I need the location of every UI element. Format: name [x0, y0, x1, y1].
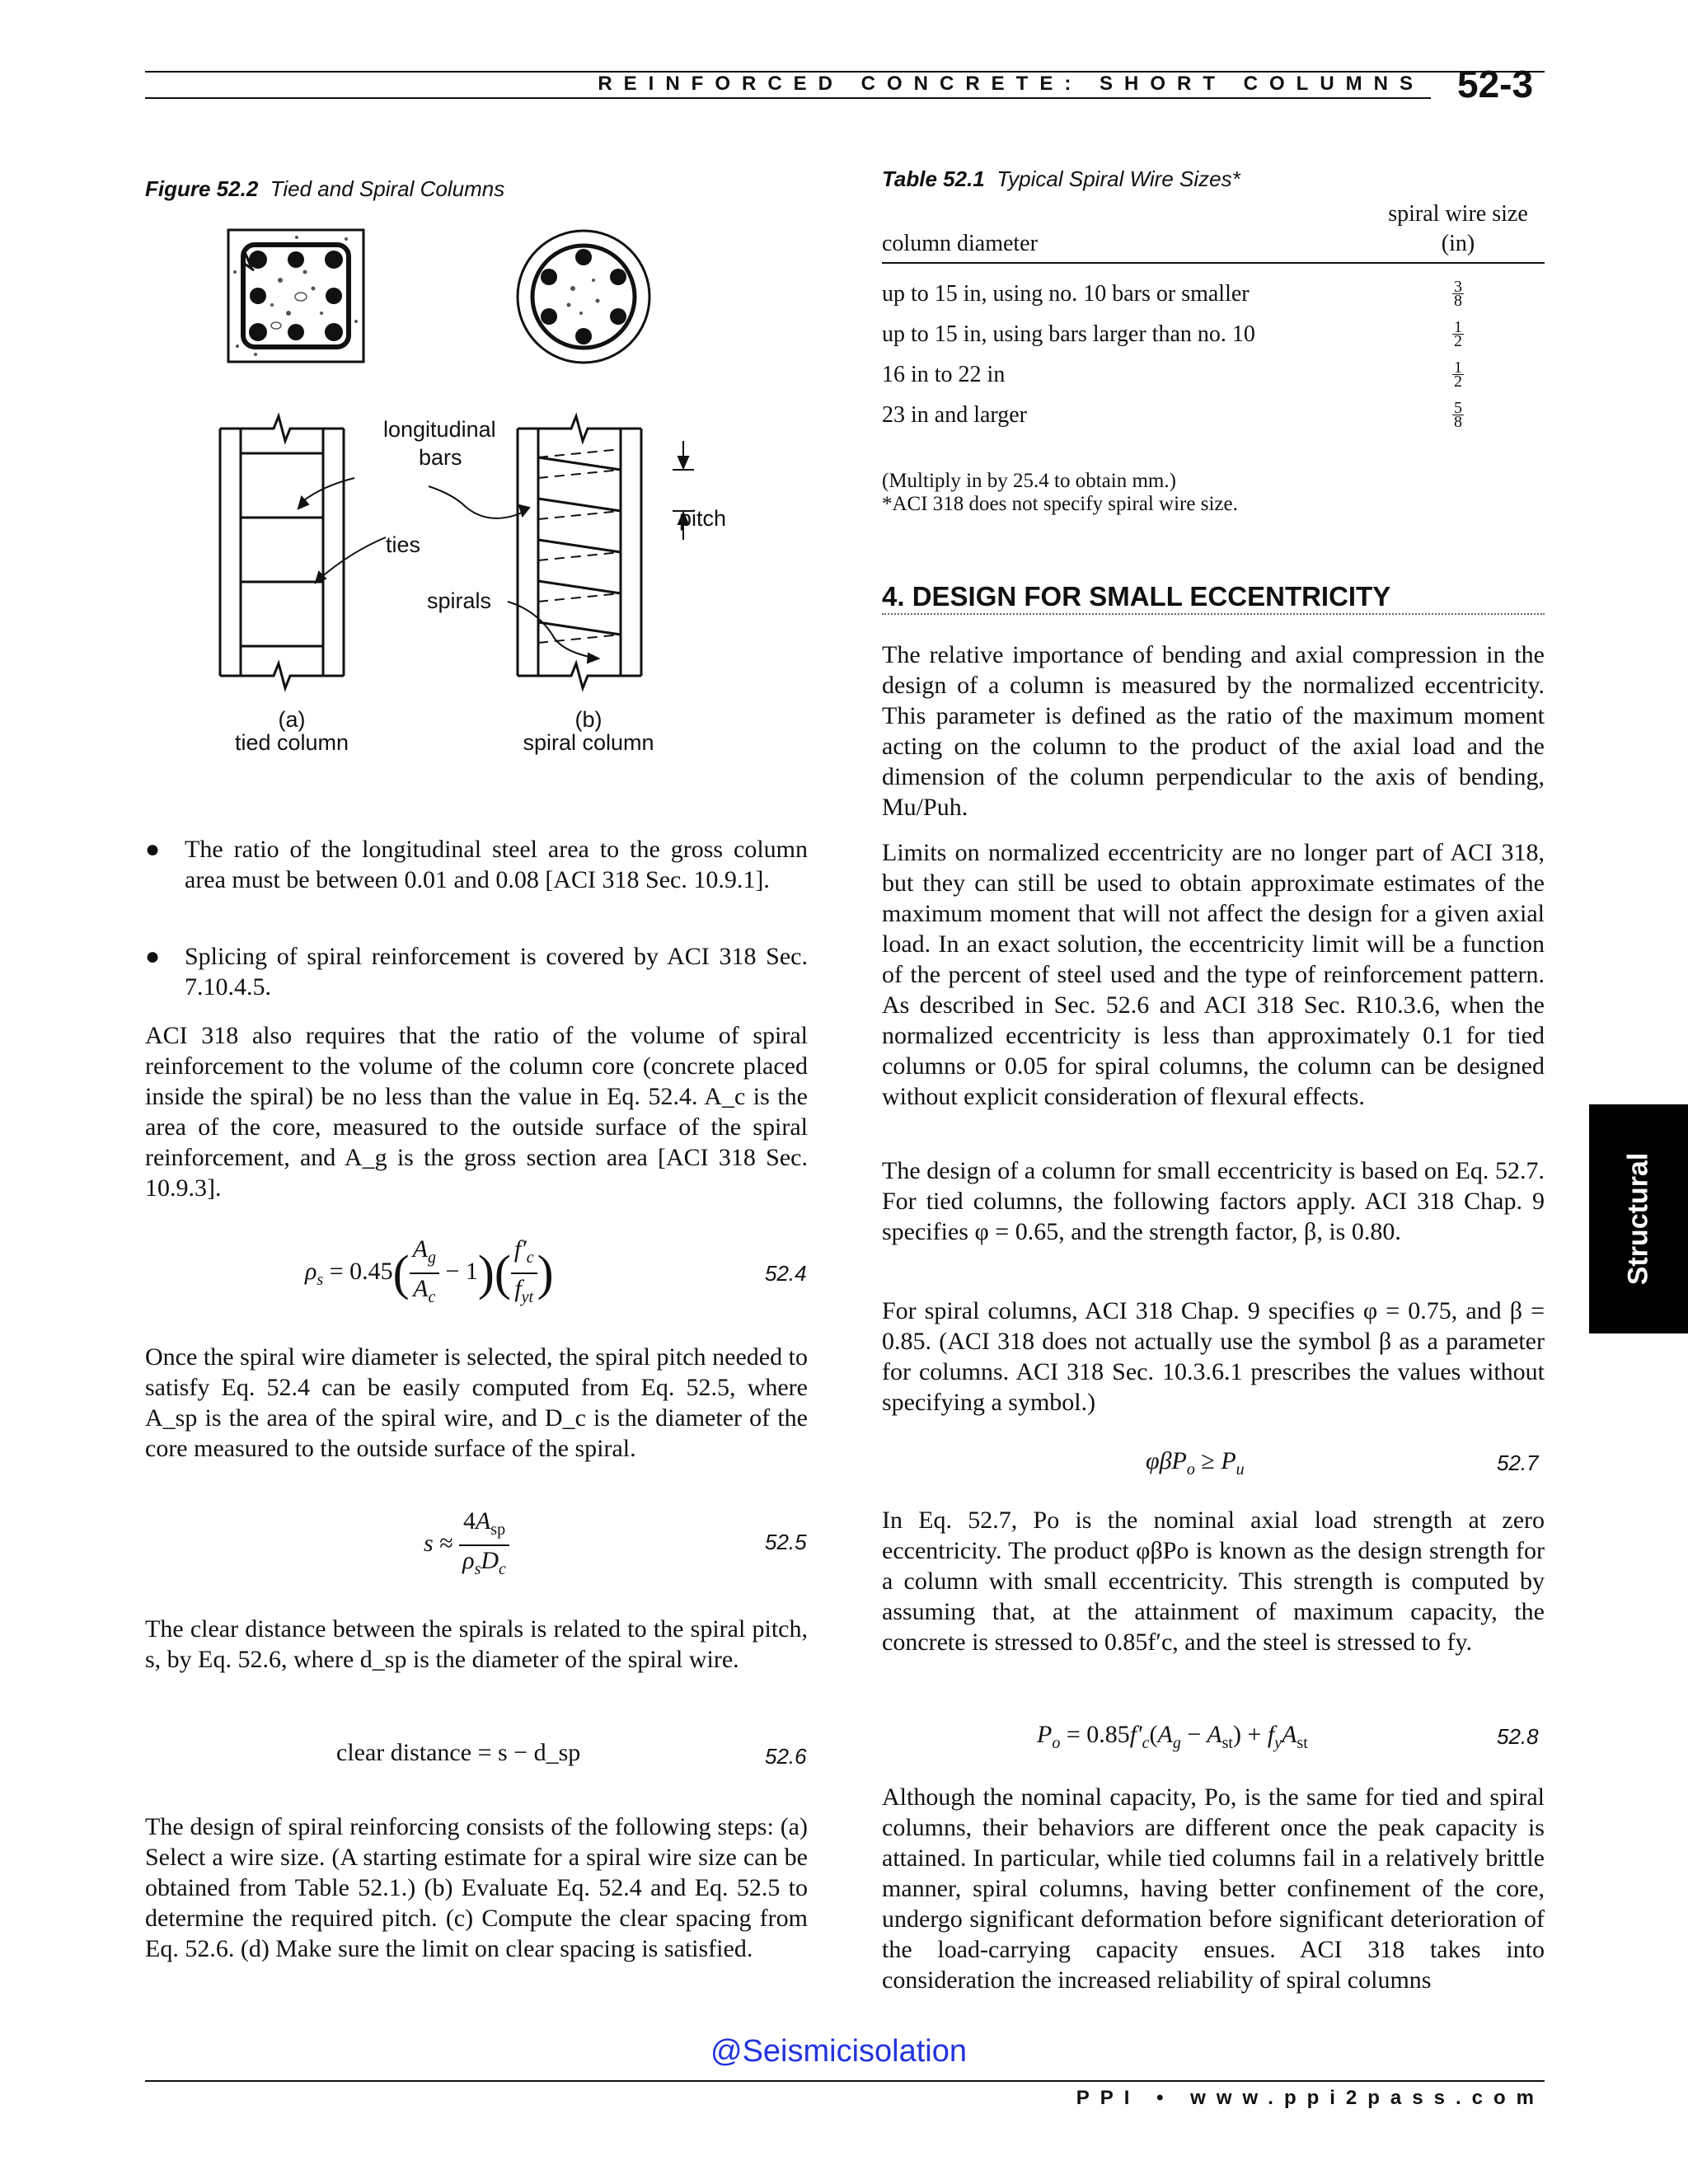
- figure-label: Figure 52.2: [145, 176, 259, 201]
- spiral-wire-table: [882, 199, 1545, 435]
- section-heading: 4. DESIGN FOR SMALL ECCENTRICITY: [882, 581, 1391, 612]
- paragraph-design-strength: In Eq. 52.7, Po is the nominal axial load strength at zero eccentricity. The product φβPo is known as the design strength for a column with small eccentricity. This strength is computed by assuming that, at the attainment of maximum capacity, the concrete is stressed to 0.85f′c, and the steel is stressed to fy.: [882, 1507, 1545, 1656]
- label-pitch: pitch: [679, 506, 727, 531]
- table-caption: [882, 166, 1240, 192]
- bullet-icon: ●: [145, 943, 161, 970]
- table-label: Table 52.1: [882, 166, 985, 191]
- wire-size-header: spiral wire size (in): [1372, 199, 1545, 263]
- equation-number-52-6: 52.6: [765, 1744, 807, 1769]
- bullet-steel-ratio: ● The ratio of the longitudinal steel area to the gross column area must be between 0.01 and 0.08 [ACI 318 Sec. 10.9.1].: [145, 836, 808, 893]
- equation-52-4: $\rho_s = 0.45$( $\frac{A_g}{A_c}$ − 1)( $\frac{f'_c}{f_{yt}}$ ): [305, 1235, 554, 1306]
- paragraph-clear-distance: The clear distance between the spirals is related to the spiral pitch, s, by Eq. 52.6, where d_sp is the diameter of the spiral wire.: [145, 1615, 808, 1673]
- label-tied-column: tied column: [234, 730, 349, 755]
- section-divider: [882, 613, 1545, 615]
- paragraph-behavior: Although the nominal capacity, Po, is the same for tied and spiral columns, their behaviors are different once the peak capacity is attained. In particular, while tied columns fail in a relatively brittle manner, spiral columns, having better confinement of the core, undergo significant deformation before significant deterioration of the load-carrying capacity ensues. ACI 318 takes into consideration the increased reliability of spiral columns: [882, 1783, 1545, 1994]
- watermark: @Seismicisolation: [710, 2034, 968, 2069]
- footer-rule: [145, 2080, 1545, 2082]
- figure-title: Tied and Spiral Columns: [270, 176, 505, 201]
- footer-text: PPI • www.ppi2pass.com: [1076, 2087, 1545, 2109]
- paragraph-eccentricity-limits: Limits on normalized eccentricity are no longer part of ACI 318, but they can still be used to obtain approximate estimates of the maximum moment that will not affect the design for a given axial load. In an exact solution, the eccentricity limit will be a function of the percent of steel used and the type of reinforcement pattern. As described in Sec. 52.6 and ACI 318 Sec. R10.3.6, when the normalized eccentricity is less than approximately 0.1 for tied columns or 0.05 for spiral columns, the column can be designed without explicit consideration of flexural effects.: [882, 839, 1545, 1110]
- equation-number-52-8: 52.8: [1497, 1724, 1539, 1749]
- table-title: Typical Spiral Wire Sizes*: [996, 166, 1240, 191]
- column-figure: [206, 223, 750, 783]
- paragraph-design-steps: The design of spiral reinforcing consists of the following steps: (a) Select a wire size. (A starting estimate for a spiral wire size can be obtained from Table 52.1.) (b) Evaluate Eq. 52.4 and Eq. 52.5 to determine the required pitch. (c) Compute the clear spacing from Eq. 52.6. (d) Make sure the limit on clear spacing is satisfied.: [145, 1813, 808, 1962]
- figure-caption: [145, 176, 504, 202]
- table-row: 23 in and larger $\frac{5}{8}$: [882, 399, 1462, 431]
- label-spiral-column: spiral column: [523, 730, 654, 755]
- spiral-elevation: [518, 416, 641, 688]
- equation-number-52-5: 52.5: [765, 1530, 807, 1554]
- column-diameter-header: column diameter: [882, 199, 1372, 263]
- tied-elevation: [220, 416, 344, 688]
- label-longitudinal: longitudinal: [383, 417, 496, 442]
- equation-52-6: clear distance = s − d_sp: [336, 1739, 581, 1766]
- table-row: up to 15 in, using bars larger than no. 10 $\frac{1}{2}$: [882, 318, 1462, 350]
- spiral-section: [518, 231, 649, 363]
- paragraph-spiral-factors: For spiral columns, ACI 318 Chap. 9 specifies φ = 0.75, and β = 0.85. (ACI 318 does not actually use the symbol β as a parameter for columns. ACI 318 Sec. 10.3.6.1 prescribes the values without specifying a symbol.): [882, 1297, 1545, 1416]
- paragraph-volume-ratio: ACI 318 also requires that the ratio of the volume of spiral reinforcement to the volume of the column core (concrete placed inside the spiral) be no less than the value in Eq. 52.4. A_c is the area of the core, measured to the outside surface of the spiral reinforcement, and A_g is the gross section area [ACI 318 Sec. 10.9.3].: [145, 1022, 808, 1202]
- label-spirals: spirals: [427, 588, 492, 613]
- label-bars: bars: [419, 445, 462, 470]
- table-row: up to 15 in, using no. 10 bars or smaller $\frac{3}{8}$: [882, 278, 1462, 310]
- table-header-row: [882, 199, 1545, 263]
- table-row: 16 in to 22 in $\frac{1}{2}$: [882, 359, 1462, 391]
- paragraph-tied-factors: The design of a column for small eccentricity is based on Eq. 52.7. For tied columns, the following factors apply. ACI 318 Chap. 9 specifies φ = 0.65, and the strength factor, β, is 0.80.: [882, 1157, 1545, 1245]
- table-note-units: (Multiply in by 25.4 to obtain mm.): [882, 470, 1176, 492]
- bullet-icon: ●: [145, 836, 161, 863]
- page-number: 52-3: [1457, 63, 1534, 105]
- equation-52-8: $P_o = 0.85f'_c(A_g - A_{st}) + f_yA_{st}$: [1037, 1721, 1308, 1752]
- paragraph-spiral-pitch: Once the spiral wire diameter is selected, the spiral pitch needed to satisfy Eq. 52.4 can be easily computed from Eq. 52.5, where A_sp is the area of the spiral wire, and D_c is the diameter of the core measured to the outside surface of the spiral.: [145, 1343, 808, 1462]
- side-tab-label: Structural: [1622, 1152, 1654, 1286]
- equation-number-52-4: 52.4: [765, 1261, 807, 1286]
- equation-52-7: $\varphi\beta P_o \ge P_u$: [1146, 1447, 1245, 1479]
- equation-52-5: s ≈ $\frac{4A_{sp}}{\rho_sD_c}$: [424, 1507, 509, 1584]
- running-title: REINFORCED CONCRETE: SHORT COLUMNS: [598, 73, 1424, 95]
- tied-section: [228, 230, 363, 362]
- label-ties: ties: [386, 532, 421, 557]
- side-tab: [1589, 1104, 1688, 1333]
- label-a: (a): [278, 707, 306, 732]
- header-bottom-rule: [145, 97, 1431, 99]
- bullet-splicing: ● Splicing of spiral reinforcement is covered by ACI 318 Sec. 7.10.4.5.: [145, 943, 808, 1001]
- table-note-footnote: *ACI 318 does not specify spiral wire size.: [882, 493, 1238, 515]
- equation-number-52-7: 52.7: [1497, 1451, 1539, 1475]
- label-b: (b): [574, 707, 603, 732]
- paragraph-normalized-eccentricity: The relative importance of bending and axial compression in the design of a column is measured by the normalized eccentricity. This parameter is defined as the ratio of the maximum moment acting on the column to the product of the axial load and the dimension of the column perpendicular to the axis of bending, Mu/Puh.: [882, 641, 1545, 821]
